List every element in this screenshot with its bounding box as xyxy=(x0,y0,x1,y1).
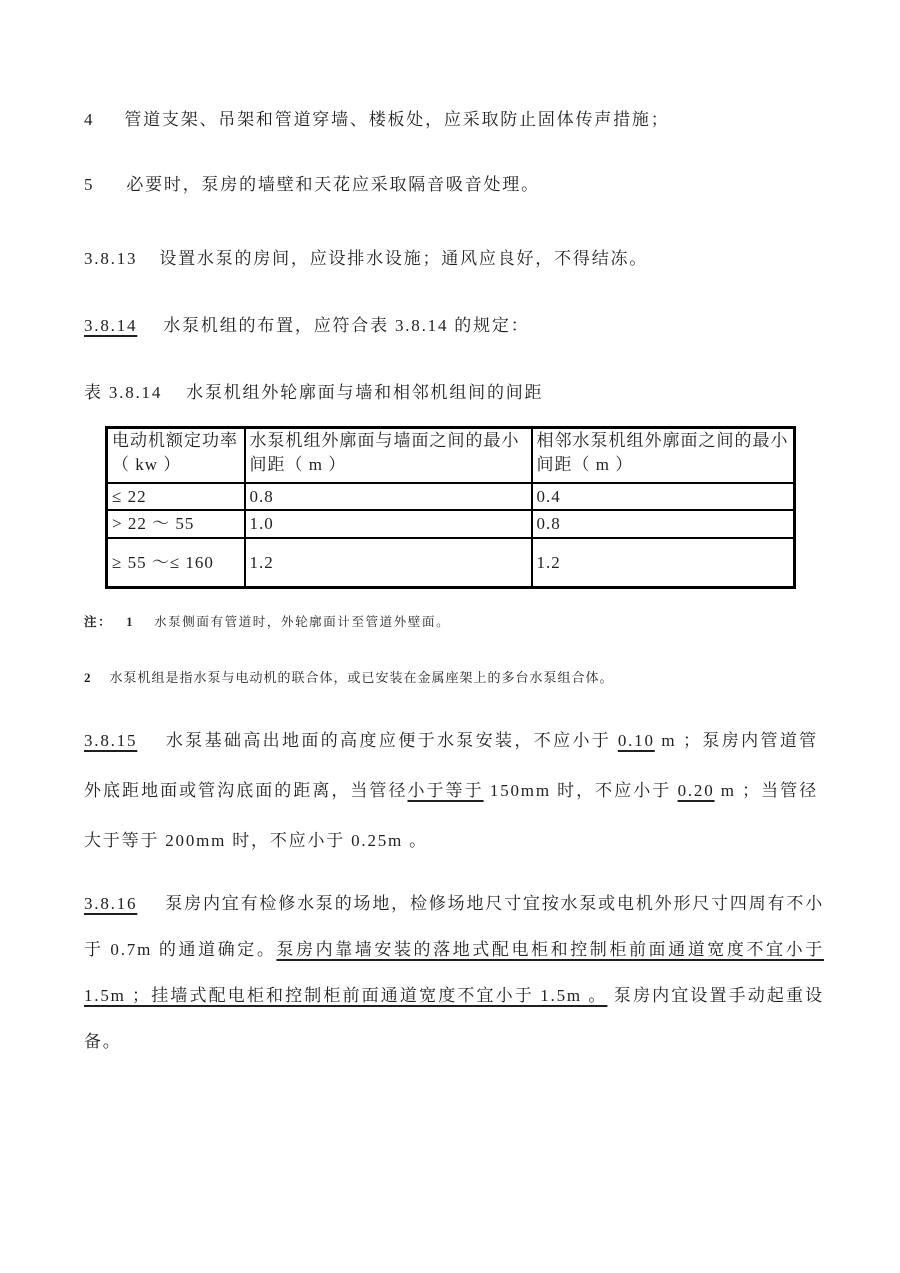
clause-item-4 xyxy=(84,105,670,130)
cell-wall: 1.0 xyxy=(245,510,532,538)
header-text: 电动机额定功率 xyxy=(112,431,238,450)
header-unit: （ kw ） xyxy=(112,455,182,474)
cell-wall: 1.2 xyxy=(245,538,532,588)
clause-text: 150mm 时，不应小于 xyxy=(483,781,678,800)
cell-adjacent: 0.8 xyxy=(532,510,795,538)
table-caption-text: 水泵机组外轮廓面与墙和相邻机组间的间距 xyxy=(186,383,544,402)
table-caption-label: 表 3.8.14 xyxy=(84,383,163,402)
clause-text: 管道支架、吊架和管道穿墙、楼板处，应采取防止固体传声措施； xyxy=(124,110,670,129)
clause-3-8-13 xyxy=(84,244,648,269)
clause-number: 5 xyxy=(84,175,95,194)
clause-text: 必要时，泵房的墙壁和天花应采取隔音吸音处理。 xyxy=(126,175,540,194)
clause-text: 水泵机组的布置，应符合表 3.8.14 的规定： xyxy=(163,316,530,335)
clause-number: 4 xyxy=(84,110,95,129)
cell-power: > 22 ～ 55 xyxy=(107,510,245,538)
underlined-value: 0.20 xyxy=(677,781,715,800)
table-row xyxy=(107,538,795,588)
clause-number: 3.8.13 xyxy=(84,249,138,268)
cell-adjacent: 1.2 xyxy=(532,538,795,588)
table-row xyxy=(107,483,795,510)
clause-text: 设置水泵的房间，应设排水设施；通风应良好，不得结冻。 xyxy=(159,249,649,268)
underlined-value: 0.10 xyxy=(617,731,655,750)
clause-3-8-15 xyxy=(84,716,818,866)
table-note-1 xyxy=(84,612,450,630)
pump-spacing-table xyxy=(105,426,796,589)
clause-text: 泵房内宜有检修水泵的场地，检修场地尺寸宜按水泵或电机外形尺寸四周有不小于 0.7m 的通道确定。 xyxy=(84,894,824,959)
underlined-sentence: 泵房内靠墙安装的落地式配电柜和控制柜前面通道宽度不宜小于 1.5m ；挂墙式配电柜和控制柜前面通道宽度不宜小于 1.5m 。 xyxy=(84,940,824,1005)
clause-3-8-16 xyxy=(84,881,824,1065)
note-prefix: 注： xyxy=(84,614,113,629)
table-header-row xyxy=(107,428,795,484)
clause-text: m ；泵房内管道管外底距地面或管沟底面的距离，当管径 xyxy=(84,731,818,800)
underlined-phrase: 小于等于 xyxy=(407,781,484,800)
table-caption xyxy=(84,378,543,403)
table-row xyxy=(107,510,795,538)
note-text: 水泵侧面有管道时，外轮廓面计至管道外壁面。 xyxy=(154,614,451,629)
cell-power: ≤ 22 xyxy=(107,483,245,510)
note-text: 水泵机组是指水泵与电动机的联合体，或已安装在金属座架上的多台水泵组合体。 xyxy=(109,670,614,685)
cell-wall: 0.8 xyxy=(245,483,532,510)
clause-3-8-14 xyxy=(84,311,530,336)
clause-number: 3.8.15 xyxy=(84,731,138,750)
clause-text: 水泵基础高出地面的高度应便于水泵安装，不应小于 xyxy=(165,731,618,750)
clause-text: 泵房内宜设置手动起重设备。 xyxy=(84,986,824,1051)
cell-power: ≥ 55 ～≤ 160 xyxy=(107,538,245,588)
header-motor-power xyxy=(107,428,245,484)
header-adjacent-clearance: 相邻水泵机组外廓面之间的最小间距（ m ） xyxy=(532,428,795,484)
note-number: 2 xyxy=(84,670,92,685)
clause-number: 3.8.16 xyxy=(84,894,138,913)
clause-text: m ；当管径大于等于 200mm 时，不应小于 0.25m 。 xyxy=(84,781,818,850)
clause-item-5 xyxy=(84,170,540,195)
table-note-2 xyxy=(84,667,614,686)
header-wall-clearance: 水泵机组外廓面与墙面之间的最小间距（ m ） xyxy=(245,428,532,484)
clause-number: 3.8.14 xyxy=(84,316,138,335)
cell-adjacent: 0.4 xyxy=(532,483,795,510)
note-number: 1 xyxy=(126,614,135,629)
